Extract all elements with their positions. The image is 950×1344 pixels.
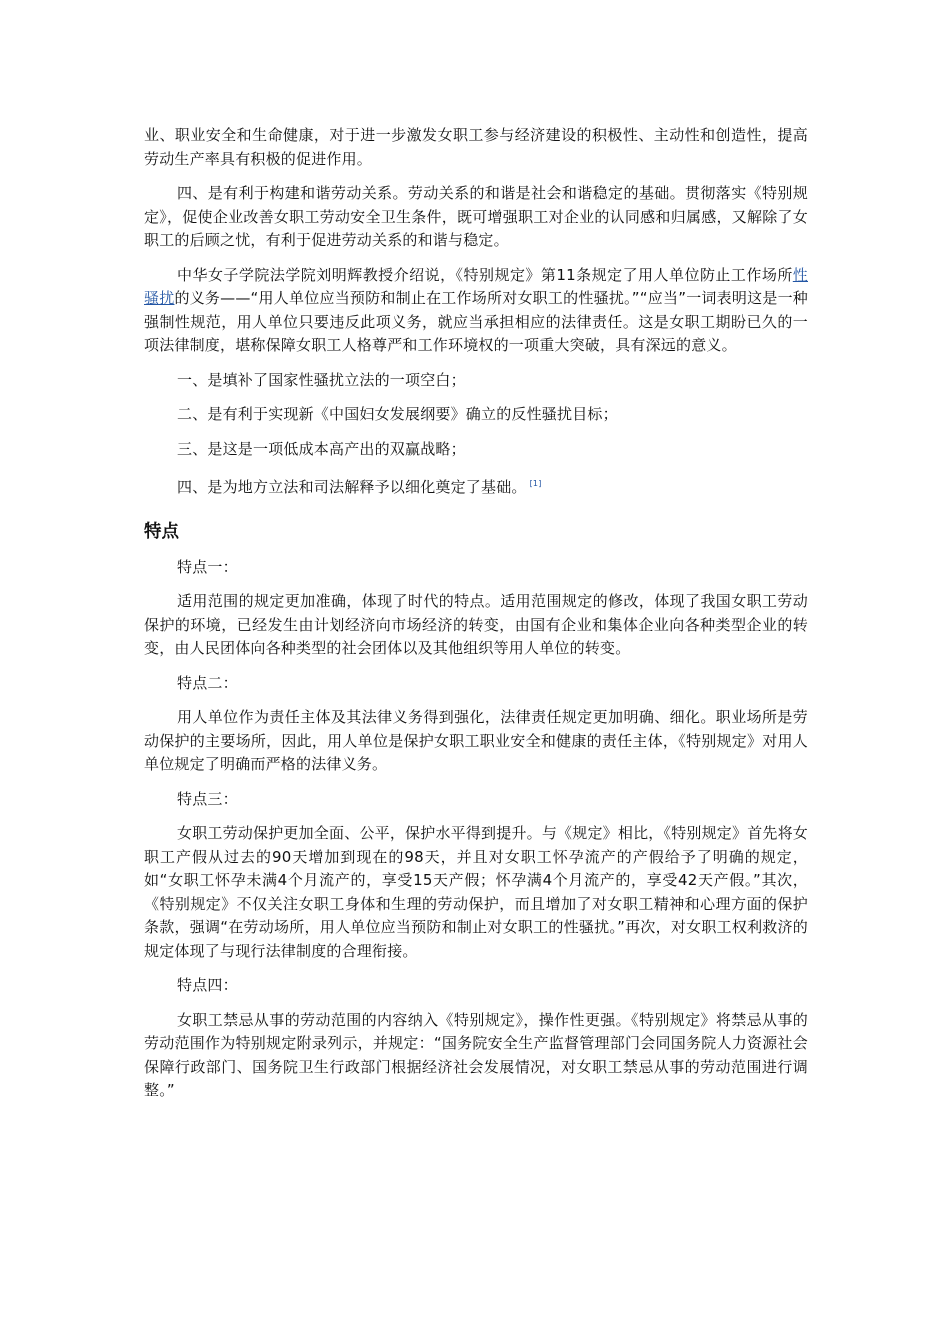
professor-text-before-link: 中华女子学院法学院刘明辉教授介绍说，《特别规定》第11条规定了用人单位防止工作场所 [177, 265, 793, 284]
citation-link[interactable]: [1] [529, 479, 542, 488]
section-heading-features: 特点 [144, 521, 179, 542]
professor-text-after-link: 的义务——“用人单位应当预防和制止在工作场所对女职工的性骚扰。”“应当”一词表明这是一种强制性规范，用人单位只要违反此项义务，就应当承担相应的法律责任。这是女职工期盼已久的一项法律制度，堪称保障女职工人格尊严和工作环境权的一项重大突破，具有深远的意义。 [144, 289, 809, 354]
intro-paragraph: 业、职业安全和生命健康，对于进一步激发女职工参与经济建设的积极性、主动性和创造性，提高劳动生产率具有积极的促进作用。 [144, 126, 808, 168]
significance-item: 二、是有利于实现新《中国妇女发展纲要》确立的反性骚扰目标； [177, 405, 618, 423]
feature-label: 特点一： [177, 557, 238, 576]
feature-label: 特点三： [177, 789, 238, 808]
feature-text: 女职工禁忌从事的劳动范围的内容纳入《特别规定》，操作性更强。《特别规定》将禁忌从事的劳动范围作为特别规定附录列示，并规定：“国务院安全生产监督管理部门会同国务院人力资源社会保障行政部门、国务院卫生行政部门根据经济社会发展情况，对女职工禁忌从事的劳动范围进行调整。” [144, 1010, 808, 1099]
significance-item [144, 472, 808, 500]
feature-label: 特点四： [177, 976, 238, 994]
intro-paragraph: 四、是有利于构建和谐劳动关系。劳动关系的和谐是社会和谐稳定的基础。贯彻落实《特别规定》，促使企业改善女职工劳动安全卫生条件，既可增强职工对企业的认同感和归属感，又解除了女职工的后顾之忧，有利于促进劳动关系的和谐与稳定。 [144, 184, 808, 249]
feature-text: 女职工劳动保护更加全面、公平，保护水平得到提升。与《规定》相比，《特别规定》首先将女职工产假从过去的90天增加到现在的98天，并且对女职工怀孕流产的产假给予了明确的规定，如“女职工怀孕未满4个月流产的，享受15天产假；怀孕满4个月流产的，享受42天产假。”其次，《特别规定》不仅关注女职工身体和生理的劳动保护，而且增加了对女职工精神和心理方面的保护条款，强调“在劳动场所，用人单位应当预防和制止对女职工的性骚扰。”再次，对女职工权利救济的规定体现了与现行法律制度的合理衔接。 [144, 824, 808, 960]
professor-paragraph [144, 264, 808, 358]
document-page [144, 124, 808, 1114]
feature-text: 用人单位作为责任主体及其法律义务得到强化，法律责任规定更加明确、细化。职业场所是劳动保护的主要场所，因此，用人单位是保护女职工职业安全和健康的责任主体，《特别规定》对用人单位规定了明确而严格的法律义务。 [144, 708, 808, 773]
significance-item-text: 四、是为地方立法和司法解释予以细化奠定了基础。 [177, 478, 527, 496]
significance-item: 三、是这是一项低成本高产出的双赢战略； [177, 439, 466, 458]
feature-text: 适用范围的规定更加准确，体现了时代的特点。适用范围规定的修改，体现了我国女职工劳动保护的环境，已经发生由计划经济向市场经济的转变，由国有企业和集体企业向各种类型企业的转变，由人民团体向各种类型的社会团体以及其他组织等用人单位的转变。 [144, 592, 808, 657]
sexual-harassment-link[interactable]: 性骚扰 [144, 265, 808, 307]
feature-label: 特点二： [177, 673, 238, 692]
significance-item: 一、是填补了国家性骚扰立法的一项空白； [177, 370, 466, 389]
